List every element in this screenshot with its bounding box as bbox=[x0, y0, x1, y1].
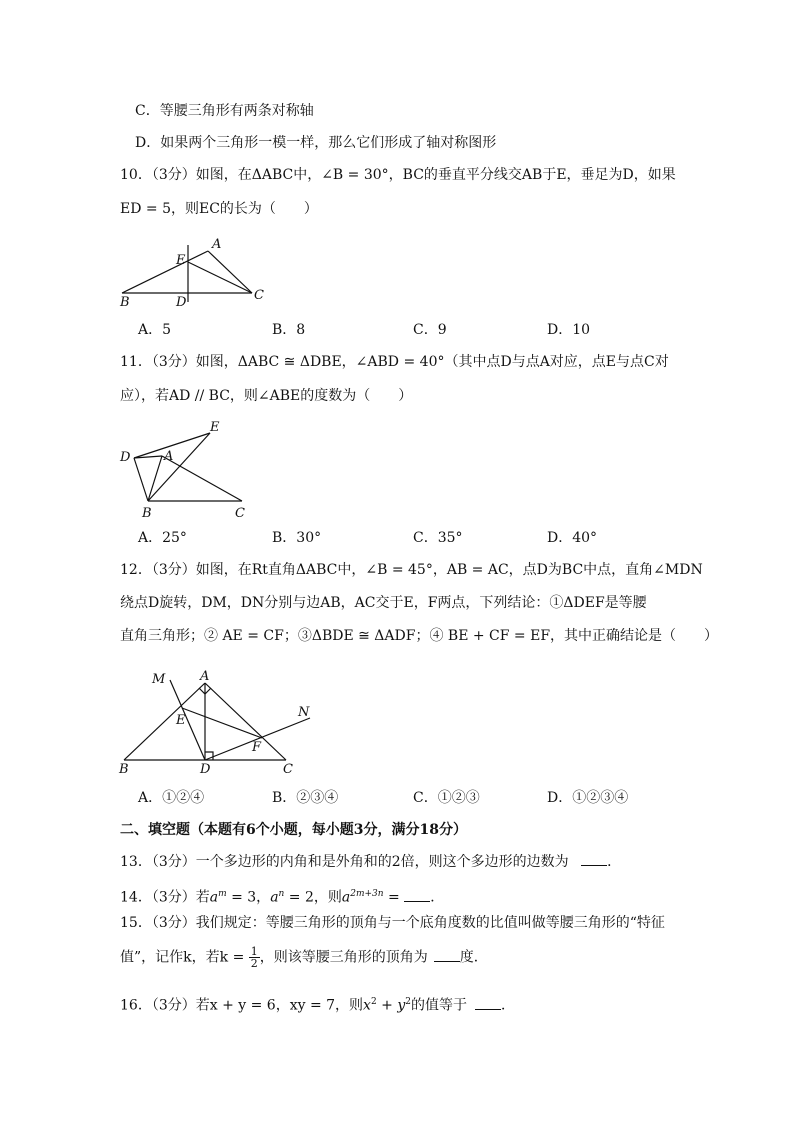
q14-exp-combined: 2m+3n bbox=[350, 889, 384, 899]
q11-label-b: B bbox=[142, 506, 152, 521]
q16-line bbox=[120, 992, 515, 1016]
q10-option-c: C．9 bbox=[413, 322, 447, 338]
q10-label-b: B bbox=[120, 295, 130, 310]
q12-label-d: D bbox=[200, 762, 211, 777]
q11-label-c: C bbox=[235, 506, 245, 521]
q14-end: ． bbox=[430, 889, 445, 906]
q15-line2c: 度． bbox=[459, 949, 488, 966]
q14-a3: a bbox=[341, 889, 351, 906]
q14-exp-m: m bbox=[218, 889, 227, 899]
q9-option-d: D．如果两个三角形一模一样，那么它们形成了轴对称图形 bbox=[135, 135, 497, 151]
q14-eq1: = 3， bbox=[226, 889, 271, 906]
q15-line2 bbox=[120, 946, 488, 969]
q12-stem-line2: 绕点D旋转，DM，DN分别与边AB，AC交于E，F两点，下列结论：①ΔDEF是等腰 bbox=[120, 595, 647, 611]
q11-seg-db bbox=[134, 458, 148, 501]
q12-ray-dm bbox=[170, 680, 205, 760]
q11-label-e: E bbox=[210, 420, 220, 435]
q10-stem-line1: 10．（3分）如图，在ΔABC中，∠B = 30°，BC的垂直平分线交AB于E，垂足为D，如果 bbox=[120, 167, 676, 183]
q10-option-a: A．5 bbox=[138, 322, 172, 338]
q11-option-d: D．40° bbox=[547, 530, 598, 546]
q11-stem-line2: 应），若AD // BC，则∠ABE的度数为（ ） bbox=[120, 388, 413, 404]
q11-seg-da bbox=[134, 456, 162, 458]
q12-ray-dn bbox=[205, 718, 310, 760]
q12-label-a: A bbox=[200, 669, 210, 684]
q12-stem-line3: 直角三角形；② AE = CF；③ΔBDE ≅ ΔADF；④ BE + CF = EF，其中正确结论是（ ） bbox=[120, 628, 719, 644]
q11-seg-de bbox=[134, 433, 210, 458]
q12-label-b: B bbox=[119, 762, 129, 777]
q16-x-exp: 2 bbox=[370, 997, 377, 1007]
q12-right-angle-d bbox=[205, 752, 213, 760]
q10-label-c: C bbox=[254, 288, 264, 303]
q9-option-c: C．等腰三角形有两条对称轴 bbox=[135, 103, 314, 119]
q11-seg-ab bbox=[148, 456, 162, 501]
q15-fraction bbox=[249, 946, 260, 969]
q16-answer-blank[interactable] bbox=[475, 997, 501, 1010]
q12-label-c: C bbox=[283, 762, 293, 777]
q11-option-a: A．25° bbox=[138, 530, 187, 546]
q11-option-c: C．35° bbox=[413, 530, 463, 546]
q12-option-d: D．①②③④ bbox=[547, 790, 629, 806]
q12-seg-ac bbox=[205, 683, 286, 760]
q12-option-b: B．②③④ bbox=[272, 790, 339, 806]
q16-y: y bbox=[397, 997, 406, 1014]
q10-seg-ba bbox=[122, 251, 208, 293]
q11-stem-line1: 11．（3分）如图，ΔABC ≅ ΔDBE，∠ABD = 40°（其中点D与点A对应，点E与点C对 bbox=[120, 354, 669, 370]
q10-label-d: D bbox=[176, 295, 187, 310]
q10-seg-ec bbox=[188, 262, 252, 293]
q15-frac-den: 2 bbox=[250, 957, 258, 970]
q13-text: 13．（3分）一个多边形的内角和是外角和的2倍，则这个多边形的边数为 bbox=[120, 854, 569, 870]
q10-option-b: B．8 bbox=[272, 322, 306, 338]
q14-line bbox=[120, 884, 444, 908]
q10-stem-line2: ED = 5，则EC的长为（ ） bbox=[120, 201, 318, 217]
q14-eq3: = bbox=[383, 889, 405, 906]
q11-seg-be bbox=[148, 433, 210, 501]
q12-label-m: M bbox=[152, 672, 166, 687]
q16-y-exp: 2 bbox=[405, 997, 411, 1007]
q14-eq2: = 2，则 bbox=[284, 889, 342, 906]
q10-option-d: D．10 bbox=[547, 322, 591, 338]
q10-seg-ac bbox=[208, 251, 252, 293]
q12-label-f: F bbox=[252, 740, 262, 755]
q13-end: ． bbox=[607, 854, 622, 870]
q15-line1: 15．（3分）我们规定：等腰三角形的顶角与一个底角度数的比值叫做等腰三角形的“特征 bbox=[120, 915, 665, 931]
q12-seg-ef bbox=[182, 708, 262, 738]
q12-label-n: N bbox=[298, 705, 310, 720]
q11-label-a: A bbox=[164, 449, 174, 464]
q14-pre: 14．（3分）若 bbox=[120, 889, 210, 906]
q11-seg-ac bbox=[162, 456, 242, 501]
q14-answer-blank[interactable] bbox=[404, 889, 430, 902]
q12-right-angle-a bbox=[199, 688, 211, 694]
q15-frac-num: 1 bbox=[250, 945, 258, 958]
q12-label-e: E bbox=[176, 713, 186, 728]
q11-label-d: D bbox=[120, 450, 131, 465]
q14-a: a bbox=[209, 889, 219, 906]
q15-line2a: 值”，记作k，若k = bbox=[120, 949, 249, 966]
q13-line bbox=[120, 852, 621, 872]
q16-end: ． bbox=[500, 997, 515, 1014]
q11-option-b: B．30° bbox=[272, 530, 322, 546]
q12-seg-ba bbox=[124, 683, 205, 760]
q14-a2: a bbox=[270, 889, 279, 906]
q15-line2b: ，则该等腰三角形的顶角为 bbox=[259, 949, 428, 966]
q10-label-e: E bbox=[176, 253, 186, 268]
q16-x: x bbox=[363, 997, 371, 1014]
q16-pre: 16．（3分）若x + y = 6，xy = 7，则 bbox=[120, 997, 364, 1014]
q10-label-a: A bbox=[212, 237, 222, 252]
q15-answer-blank[interactable] bbox=[434, 949, 460, 962]
q12-option-c: C．①②③ bbox=[413, 790, 480, 806]
q12-stem-line1: 12．（3分）如图，在Rt直角ΔABC中，∠B = 45°，AB = AC，点D为BC中点，直角∠MDN bbox=[120, 562, 703, 578]
q16-mid: 的值等于 bbox=[410, 997, 467, 1014]
q12-option-a: A．①②④ bbox=[138, 790, 205, 806]
q14-exp-n: n bbox=[278, 889, 285, 899]
q16-plus: + bbox=[376, 997, 398, 1014]
q13-answer-blank[interactable] bbox=[581, 853, 607, 866]
section2-title: 二、填空题（本题有6个小题，每小题3分，满分18分） bbox=[120, 822, 467, 838]
